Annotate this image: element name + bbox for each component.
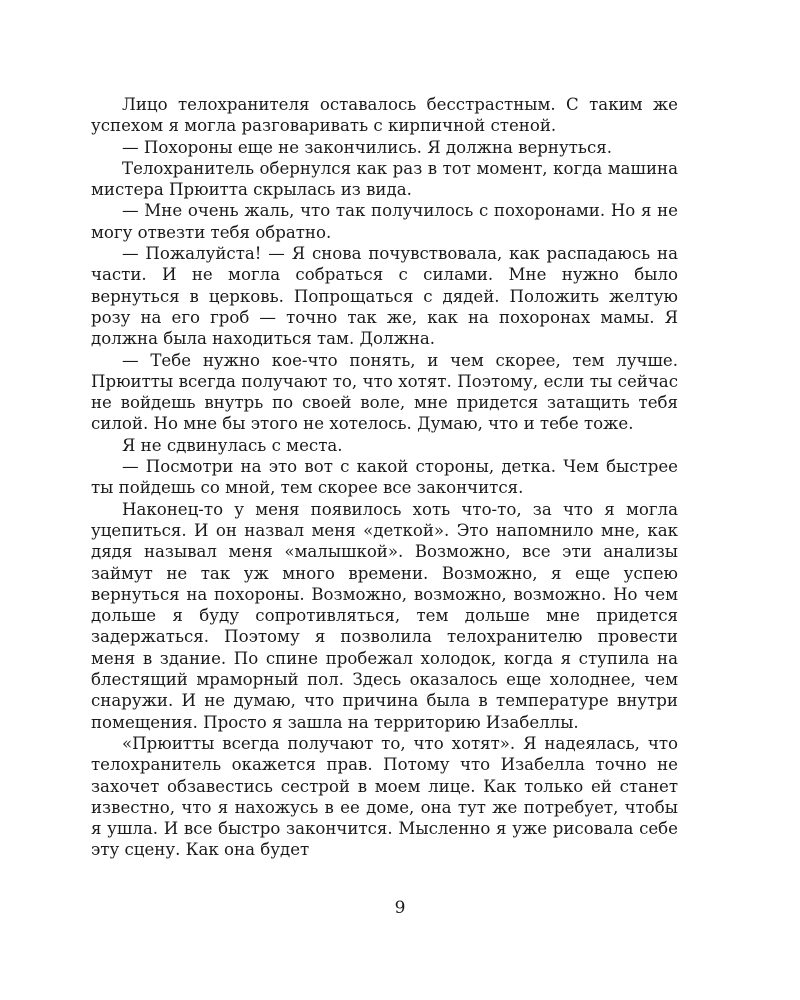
paragraph: — Тебе нужно кое-что понять, и чем скорее, тем лучше. Прюитты всегда получают то, что хотят. Поэтому, если ты сейчас не войдешь внутрь по своей воле, мне придется затащить тебя силой. Но мне бы этого не хотелось. Думаю, что и тебе тоже. bbox=[91, 350, 678, 434]
paragraph: «Прюитты всегда получают то, что хотят». Я надеялась, что телохранитель окажется прав. Потому что Изабелла точно не захочет обзавестись сестрой в моем лице. Как только ей станет известно, что я нахожусь в ее доме, она тут же потребует, чтобы я ушла. И все быстро закончится. Мысленно я уже рисовала себе эту сцену. Как она будет bbox=[91, 733, 678, 860]
body-text bbox=[91, 94, 678, 861]
paragraph: Телохранитель обернулся как раз в тот момент, когда машина мистера Прюитта скрылась из вида. bbox=[91, 158, 678, 200]
paragraph: — Посмотри на это вот с какой стороны, детка. Чем быстрее ты пойдешь со мной, тем скорее все закончится. bbox=[91, 457, 678, 498]
paragraph: — Мне очень жаль, что так получилось с похоронами. Но я не могу отвезти тебя обратно. bbox=[91, 201, 678, 242]
paragraph: — Пожалуйста! — Я снова почувствовала, как распадаюсь на части. И не могла собраться с силами. Мне нужно было вернуться в церковь. Попрощаться с дядей. Положить желтую розу на его гроб — точно так же, как на похоронах мамы. Я должна была находиться там. Должна. bbox=[91, 244, 678, 349]
page-number: 9 bbox=[394, 898, 406, 918]
paragraph: Лицо телохранителя оставалось бесстрастным. С таким же успехом я могла разговаривать с кирпичной стеной. bbox=[91, 95, 678, 136]
paragraph: Я не сдвинулась с места. bbox=[122, 435, 343, 455]
paragraph: — Похороны еще не закончились. Я должна вернуться. bbox=[122, 137, 612, 157]
paragraph: Наконец-то у меня появилось хоть что-то, за что я могла уцепиться. И он назвал меня «деткой». Это напомнило мне, как дядя называл меня «малышкой». Возможно, все эти анализы займут не так уж много времени. Возможно, я еще успею вернуться на похороны. Возможно, возможно, возможно. Но чем дольше я буду сопротивляться, тем дольше мне придется задержаться. Поэтому я позволила телохранителю провести меня в здание. По спине пробежал холодок, когда я ступила на блестящий мраморный пол. Здесь оказалось еще холоднее, чем снаружи. И не думаю, что причина была в температуре внутри помещения. Просто я зашла на территорию Изабеллы. bbox=[91, 499, 678, 732]
